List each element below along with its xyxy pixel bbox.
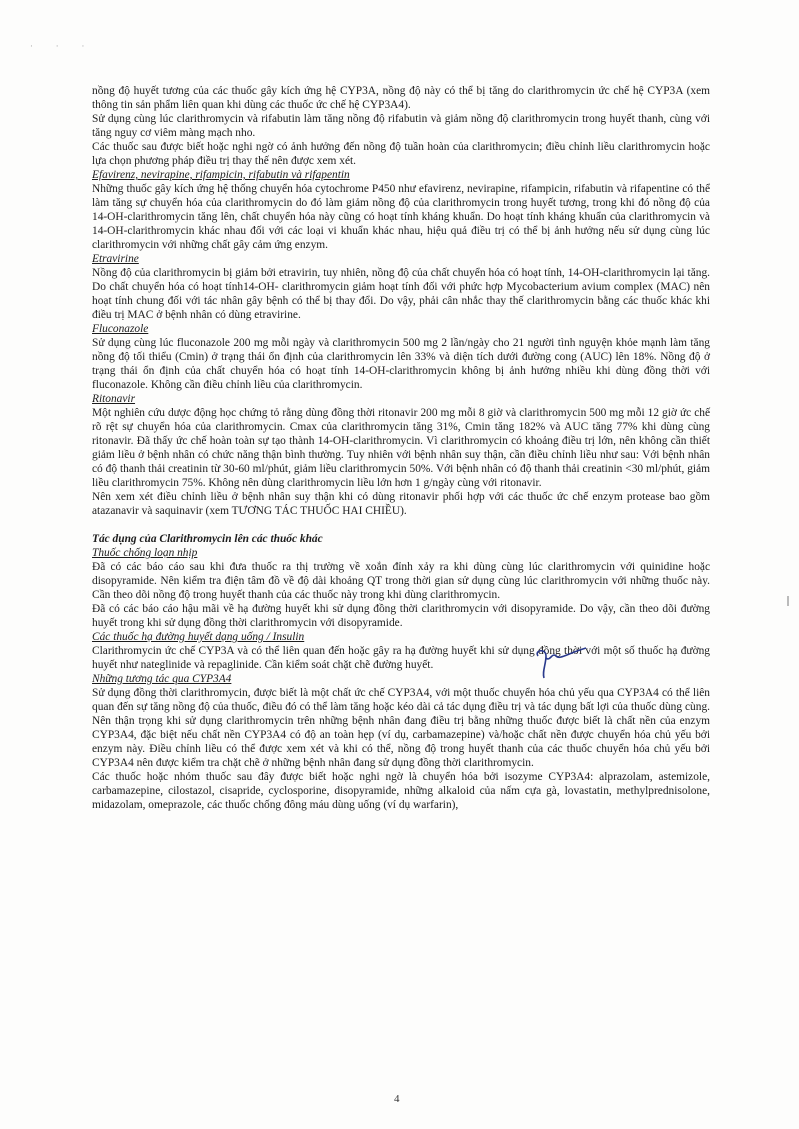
scan-specks: · · · bbox=[30, 42, 95, 52]
subsection-heading: Các thuốc hạ đường huyết dạng uống / Insulin bbox=[92, 631, 305, 643]
body-paragraph: Đã có các báo cáo sau khi đưa thuốc ra thị trường về xoắn đỉnh xảy ra khi dùng cùng lúc clarithromycin với quinidine hoặc disopyramide. Nên kiểm tra điện tâm đồ về độ dài khoảng QT trong thời gian sử dụng cùng lúc clarithromycin với những thuốc này. Cần theo dõi nồng độ trong huyết thanh của các thuốc này trong khi dùng clarithromycin. bbox=[92, 561, 710, 601]
body-paragraph: Những thuốc gây kích ứng hệ thống chuyển hóa cytochrome P450 như efavirenz, nevirapine, rifampicin, rifabutin và rifapentine có thể làm tăng sự chuyển hóa của clarithromycin do đó làm giảm nồng độ của clarithromycin trong huyết tương, trong khi đó nồng độ của 14-OH-clarithromycin tăng lên, chất chuyển hóa này cũng có hoạt tính kháng khuẩn. Do hoạt tính kháng khuẩn của clarithromycin và 14-OH-clarithromycin khác nhau đối với các loại vi khuẩn khác nhau, hiệu quả điều trị có thể bị ảnh hưởng nếu sử dụng cùng lúc clarithromycin với những chất gây cảm ứng enzym. bbox=[92, 183, 710, 251]
handwritten-signature-icon bbox=[532, 646, 592, 680]
subsection-heading: Fluconazole bbox=[92, 323, 149, 335]
body-paragraph: Clarithromycin ức chế CYP3A và có thể liên quan đến hoặc gây ra hạ đường huyết khi sử dụng đồng thời với một số thuốc hạ đường huyết như nateglinide và repaglinide. Cần kiểm soát chặt chẽ đường huyết. bbox=[92, 645, 710, 671]
subsection-heading: Những tương tác qua CYP3A4 bbox=[92, 673, 232, 685]
subsection-heading: Efavirenz, nevirapine, rifampicin, rifabutin và rifapentin bbox=[92, 169, 350, 181]
body-paragraph: Sử dụng cùng lúc clarithromycin và rifabutin làm tăng nồng độ rifabutin và giảm nồng độ clarithromycin trong huyết thanh, cùng với tăng nguy cơ viêm màng mạch nho. bbox=[92, 113, 710, 139]
subsection-heading: Ritonavir bbox=[92, 393, 136, 405]
body-paragraph: Nên xem xét điều chỉnh liều ở bệnh nhân suy thận khi có dùng ritonavir phối hợp với các thuốc ức chế enzym protease bao gồm atazanavir và saquinavir (xem TƯƠNG TÁC THUỐC HAI CHIỀU). bbox=[92, 491, 710, 517]
section-heading: Tác dụng của Clarithromycin lên các thuốc khác bbox=[92, 533, 323, 545]
body-paragraph: Sử dụng cùng lúc fluconazole 200 mg mỗi ngày và clarithromycin 500 mg 2 lần/ngày cho 21 người tình nguyện khỏe mạnh làm tăng nồng độ tối thiểu (Cmin) ở trạng thái ổn định của clarithromycin lên 33% và diện tích dưới đường cong (AUC) lên 18%. Nồng độ ở trạng thái ổn định của chất chuyển hóa có hoạt tính 14-OH-clarithromycin không bị ảnh hưởng nhiều khi dùng đồng thời với fluconazole. Không cần điều chỉnh liều của clarithromycin. bbox=[92, 337, 710, 391]
body-paragraph: Các thuốc sau được biết hoặc nghi ngờ có ảnh hưởng đến nồng độ tuần hoàn của clarithromycin; điều chỉnh liều clarithromycin hoặc lựa chọn phương pháp điều trị thay thế nên được xem xét. bbox=[92, 141, 710, 167]
body-paragraph: Sử dụng đồng thời clarithromycin, được biết là một chất ức chế CYP3A4, với một thuốc chuyển hóa chủ yếu qua CYP3A4 có thể liên quan đến sự tăng nồng độ của thuốc, điều đó có thể làm tăng hoặc kéo dài cả tác dụng điều trị và tác dụng bất lợi của thuốc dùng cùng. Nên thận trọng khi sử dụng clarithromycin trên những bệnh nhân đang điều trị bằng những thuốc được biết là chất nền của enzym CYP3A4, đặc biệt nếu chất nền CYP3A4 có độ an toàn hẹp (ví dụ, carbamazepine) và/hoặc chất nền được chuyển hóa chủ yếu bởi enzym này. Điều chỉnh liều có thể được xem xét và khi có thể, nồng độ trong huyết thanh của các thuốc chuyển hóa chủ yếu bởi CYP3A4 nên được kiểm tra chặt chẽ ở những bệnh nhân đang sử dụng đồng thời clarithromycin. bbox=[92, 687, 710, 769]
subsection-heading: Thuốc chống loạn nhịp bbox=[92, 547, 198, 559]
page-number: 4 bbox=[394, 1093, 400, 1105]
body-paragraph: nồng độ huyết tương của các thuốc gây kích ứng hệ CYP3A, nồng độ này có thể bị tăng do clarithromycin ức chế hệ CYP3A (xem thông tin sản phẩm liên quan khi dùng các thuốc ức chế hệ CYP3A4). bbox=[92, 85, 710, 111]
body-paragraph: Nồng độ của clarithromycin bị giảm bởi etravirin, tuy nhiên, nồng độ của chất chuyển hóa có hoạt tính, 14-OH-clarithromycin lại tăng. Do chất chuyển hóa có hoạt tính14-OH- clarithromycin giảm hoạt tính đối với phức hợp Mycobacterium avium complex (MAC) nên hoạt tính chung đối với tác nhân gây bệnh có thể bị thay đổi. Do vậy, phải cân nhắc thay thế clarithromycin bằng các thuốc khác khi điều trị MAC ở bệnh nhân có dùng etravirine. bbox=[92, 267, 710, 321]
body-paragraph: Đã có các báo cáo hậu mãi về hạ đường huyết khi sử dụng đồng thời clarithromycin với disopyramide. Do vậy, cần theo dõi đường huyết trong khi sử dụng đồng thời clarithromycin với disopyramide. bbox=[92, 603, 710, 629]
page-body bbox=[92, 84, 710, 812]
body-paragraph: Một nghiên cứu dược động học chứng tỏ rằng dùng đồng thời ritonavir 200 mg mỗi 8 giờ và clarithromycin 500 mg mỗi 12 giờ ức chế rõ rệt sự chuyển hóa của clarithromycin. Cmax của clarithromycin tăng 31%, Cmin tăng 182% và AUC tăng 77% khi dùng cùng ritonavir. Đã thấy ức chế hoàn toàn sự tạo thành 14-OH-clarithromycin. Vì clarithromycin có khoảng điều trị lớn, nên không cần thiết giảm liều ở bệnh nhân có chức năng thận bình thường. Tuy nhiên với bệnh nhân suy thận, cần điều chỉnh liều như sau: Với bệnh nhân có độ thanh thải creatinin từ 30-60 ml/phút, giảm liều clarithromycin 50%. Với bệnh nhân có độ thanh thải creatinin <30 ml/phút, giảm liều clarithromycin 75%. Không nên dùng clarithromycin liều lớn hơn 1 g/ngày cùng với ritonavir. bbox=[92, 407, 710, 489]
subsection-heading: Etravirine bbox=[92, 253, 139, 265]
scan-edge-mark bbox=[787, 596, 789, 606]
body-paragraph: Các thuốc hoặc nhóm thuốc sau đây được biết hoặc nghi ngờ là chuyển hóa bởi isozyme CYP3A4: alprazolam, astemizole, carbamazepine, cilostazol, cisapride, cyclosporine, disopyramide, những alkaloid của nấm cựa gà, lovastatin, methylprednisolone, midazolam, omeprazole, các thuốc chống đông máu dùng uống (ví dụ warfarin), bbox=[92, 771, 710, 811]
